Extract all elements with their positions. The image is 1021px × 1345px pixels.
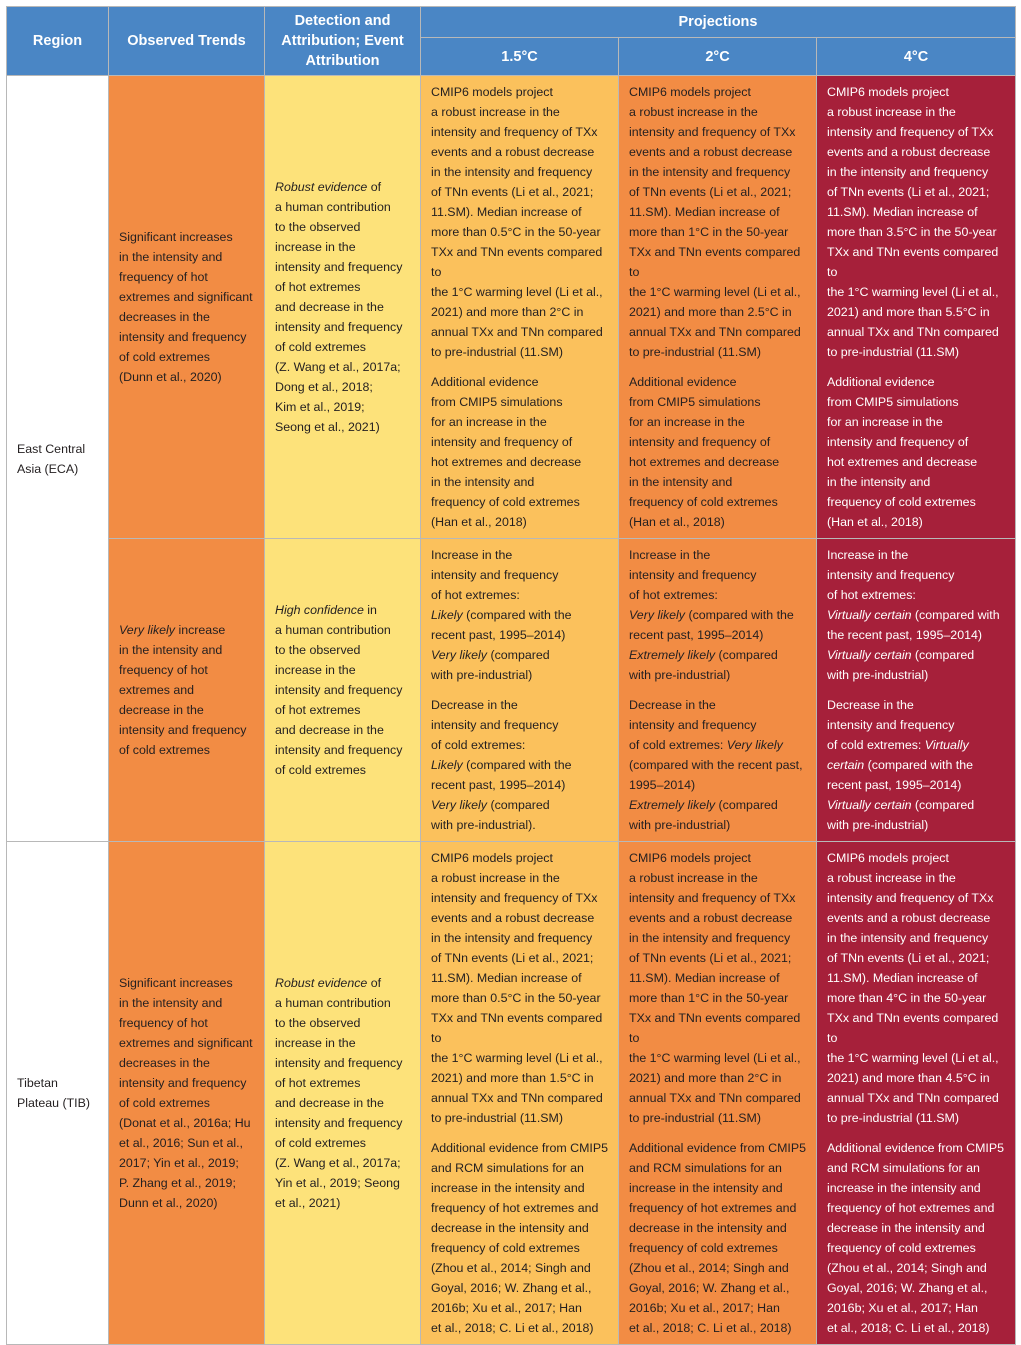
cell-paragraph — [827, 372, 1005, 532]
projection-1-5c-cell — [421, 842, 619, 1345]
header-observed-trends: Observed Trends — [109, 7, 265, 76]
cell-text: Additional evidence from CMIP5 and RCM simulations for an increase in the intensity and frequency of hot extremes and decrease in the intensity and frequency of cold extremes (Zhou et al., 2014; Singh and Goyal, 2016; W. Zhang et al., 2016b; Xu et al., 2017; Han et al., 2018; C. Li et al., 2018) — [629, 1141, 806, 1335]
region-cell: East Central Asia (ECA) — [7, 76, 109, 842]
cell-text: (compared with pre-industrial) — [827, 798, 975, 832]
cell-text: Increase in the intensity and frequency of hot extremes: — [629, 548, 757, 602]
cell-paragraph — [431, 82, 608, 362]
table-row — [7, 842, 1016, 1345]
header-2c: 2°C — [619, 38, 817, 76]
observed-cell — [109, 842, 265, 1345]
confidence-term: High confidence — [275, 603, 364, 617]
confidence-term: Extremely likely — [629, 798, 716, 812]
cell-paragraph — [827, 848, 1005, 1128]
detection-cell — [265, 842, 421, 1345]
cell-paragraph — [431, 545, 608, 685]
projection-4c-cell — [817, 76, 1016, 539]
cell-text: Increase in the intensity and frequency of hot extremes: — [827, 548, 955, 602]
cell-text: (compared with the recent past, 1995–2014) — [431, 608, 572, 642]
cell-text: increase in the intensity and frequency of hot extremes and decrease in the intensity and frequency of cold extremes — [119, 623, 247, 757]
cell-paragraph — [629, 82, 806, 362]
projection-4c-cell — [817, 842, 1016, 1345]
cell-paragraph — [431, 1138, 608, 1338]
cell-text: Significant increases in the intensity and frequency of hot extremes and significant decreases in the intensity and frequency of cold extremes (Dunn et al., 2020) — [119, 230, 253, 384]
cell-text: Significant increases in the intensity and frequency of hot extremes and significant decreases in the intensity and frequency of cold extremes (Donat et al., 2016a; Hu et al., 2016; Sun et al., 2017; Yin et al., 2019; P. Zhang et al., 2019; Dunn et al., 2020) — [119, 976, 253, 1210]
cell-text: Decrease in the intensity and frequency of cold extremes: — [629, 698, 757, 752]
confidence-term: Very likely — [726, 738, 783, 752]
confidence-term: Very likely — [431, 798, 487, 812]
table-row — [7, 539, 1016, 842]
cell-text: (compared with pre-industrial) — [629, 798, 778, 832]
confidence-term: Likely — [431, 758, 463, 772]
confidence-term: Virtually certain — [827, 648, 912, 662]
cell-paragraph — [827, 695, 1005, 835]
cell-paragraph — [629, 695, 806, 835]
confidence-term: Virtually certain — [827, 738, 969, 772]
observed-cell — [109, 76, 265, 539]
cell-text: (compared with pre-industrial) — [827, 648, 975, 682]
cell-text: (compared with the recent past, 1995–2014) — [431, 758, 572, 792]
cell-text: Additional evidence from CMIP5 simulations for an increase in the intensity and frequency of hot extremes and decrease in the intensity and frequency of cold extremes (Han et al., 2018) — [629, 375, 780, 529]
projection-1-5c-cell — [421, 539, 619, 842]
cell-paragraph — [431, 372, 608, 532]
detection-cell — [265, 539, 421, 842]
confidence-term: Extremely likely — [629, 648, 716, 662]
projections-table — [6, 6, 1016, 1345]
cell-text: (compared with pre-industrial) — [431, 648, 550, 682]
cell-paragraph — [827, 545, 1005, 685]
cell-text: Decrease in the intensity and frequency of cold extremes: — [827, 698, 955, 752]
cell-paragraph — [629, 372, 806, 532]
cell-text: (compared with the recent past, 1995–2014) — [827, 758, 974, 792]
cell-paragraph — [431, 695, 608, 835]
cell-text: Additional evidence from CMIP5 simulations for an increase in the intensity and frequency of hot extremes and decrease in the intensity and frequency of cold extremes (Han et al., 2018) — [431, 375, 582, 529]
cell-text: Additional evidence from CMIP5 and RCM simulations for an increase in the intensity and frequency of hot extremes and decrease in the intensity and frequency of cold extremes (Zhou et al., 2014; Singh and Goyal, 2016; W. Zhang et al., 2016b; Xu et al., 2017; Han et al., 2018; C. Li et al., 2018) — [431, 1141, 608, 1335]
observed-cell — [109, 539, 265, 842]
cell-paragraph — [275, 973, 410, 1213]
cell-text: of a human contribution to the observed increase in the intensity and frequency of hot extremes and decrease in the intensity and frequency of cold extremes (Z. Wang et al., 2017a; Yin et al., 2019; Seong et al., 2021) — [275, 976, 403, 1210]
cell-text: CMIP6 models project a robust increase in the intensity and frequency of TXx events and a robust decrease in the intensity and frequency of TNn events (Li et al., 2021; 11.SM). Median increase of more than 1°C in the 50-year TXx and TNn events compared to the 1°C warming level (Li et al., 2021) and more than 2°C in annual TXx and TNn compared to pre-industrial (11.SM) — [629, 851, 801, 1125]
header-region: Region — [7, 7, 109, 76]
cell-paragraph — [827, 82, 1005, 362]
cell-paragraph — [629, 545, 806, 685]
confidence-term: Very likely — [431, 648, 487, 662]
projection-2c-cell — [619, 842, 817, 1345]
detection-cell — [265, 76, 421, 539]
cell-paragraph — [119, 973, 254, 1213]
cell-text: in a human contribution to the observed increase in the intensity and frequency of hot extremes and decrease in the intensity and frequency of cold extremes — [275, 603, 403, 777]
cell-text: of a human contribution to the observed increase in the intensity and frequency of hot extremes and decrease in the intensity and frequency of cold extremes (Z. Wang et al., 2017a; Dong et al., 2018; Kim et al., 2019; Seong et al., 2021) — [275, 180, 403, 434]
cell-paragraph — [275, 177, 410, 437]
projection-2c-cell — [619, 76, 817, 539]
cell-text: CMIP6 models project a robust increase in the intensity and frequency of TXx events and a robust decrease in the intensity and frequency of TNn events (Li et al., 2021; 11.SM). Median increase of more than 0.5°C in the 50-year TXx and TNn events compared to the 1°C warming level (Li et al., 2021) and more than 1.5°C in annual TXx and TNn compared to pre-industrial (11.SM) — [431, 851, 603, 1125]
header-detection-attribution: Detection and Attribution; Event Attribution — [265, 7, 421, 76]
projection-4c-cell — [817, 539, 1016, 842]
cell-text: (compared with the recent past, 1995–2014) — [629, 608, 794, 642]
cell-paragraph — [431, 848, 608, 1128]
cell-text: (compared with the recent past, 1995–2014) — [827, 608, 1000, 642]
cell-paragraph — [275, 600, 410, 780]
cell-text: CMIP6 models project a robust increase in the intensity and frequency of TXx events and a robust decrease in the intensity and frequency of TNn events (Li et al., 2021; 11.SM). Median increase of more than 1°C in the 50-year TXx and TNn events compared to the 1°C warming level (Li et al., 2021) and more than 2.5°C in annual TXx and TNn compared to pre-industrial (11.SM) — [629, 85, 801, 359]
cell-text: Additional evidence from CMIP5 simulations for an increase in the intensity and frequency of hot extremes and decrease in the intensity and frequency of cold extremes (Han et al., 2018) — [827, 375, 978, 529]
cell-paragraph — [827, 1138, 1005, 1338]
region-cell: Tibetan Plateau (TIB) — [7, 842, 109, 1345]
confidence-term: Likely — [431, 608, 463, 622]
cell-text: CMIP6 models project a robust increase in the intensity and frequency of TXx events and a robust decrease in the intensity and frequency of TNn events (Li et al., 2021; 11.SM). Median increase of more than 0.5°C in the 50-year TXx and TNn events compared to the 1°C warming level (Li et al., 2021) and more than 2°C in annual TXx and TNn compared to pre-industrial (11.SM) — [431, 85, 603, 359]
confidence-term: Virtually certain — [827, 608, 912, 622]
cell-text: Increase in the intensity and frequency of hot extremes: — [431, 548, 559, 602]
confidence-term: Very likely — [629, 608, 685, 622]
header-1-5c: 1.5°C — [421, 38, 619, 76]
confidence-term: Virtually certain — [827, 798, 912, 812]
table-row — [7, 76, 1016, 539]
cell-text: Decrease in the intensity and frequency of cold extremes: — [431, 698, 559, 752]
confidence-term: Robust evidence — [275, 180, 368, 194]
cell-paragraph — [119, 620, 254, 760]
cell-text: (compared with pre-industrial) — [629, 648, 778, 682]
projection-2c-cell — [619, 539, 817, 842]
cell-text: CMIP6 models project a robust increase in the intensity and frequency of TXx events and a robust decrease in the intensity and frequency of TNn events (Li et al., 2021; 11.SM). Median increase of more than 4°C in the 50-year TXx and TNn events compared to the 1°C warming level (Li et al., 2021) and more than 4.5°C in annual TXx and TNn compared to pre-industrial (11.SM) — [827, 851, 999, 1125]
confidence-term: Very likely — [119, 623, 175, 637]
cell-paragraph — [629, 848, 806, 1128]
header-projections: Projections — [421, 7, 1016, 38]
cell-text: CMIP6 models project a robust increase in the intensity and frequency of TXx events and a robust decrease in the intensity and frequency of TNn events (Li et al., 2021; 11.SM). Median increase of more than 3.5°C in the 50-year TXx and TNn events compared to the 1°C warming level (Li et al., 2021) and more than 5.5°C in annual TXx and TNn compared to pre-industrial (11.SM) — [827, 85, 999, 359]
cell-paragraph — [119, 227, 254, 387]
cell-text: (compared with the recent past, 1995–2014) — [629, 758, 803, 792]
projection-1-5c-cell — [421, 76, 619, 539]
cell-text: (compared with pre-industrial). — [431, 798, 550, 832]
cell-text: Additional evidence from CMIP5 and RCM simulations for an increase in the intensity and frequency of hot extremes and decrease in the intensity and frequency of cold extremes (Zhou et al., 2014; Singh and Goyal, 2016; W. Zhang et al., 2016b; Xu et al., 2017; Han et al., 2018; C. Li et al., 2018) — [827, 1141, 1004, 1335]
confidence-term: Robust evidence — [275, 976, 368, 990]
cell-paragraph — [629, 1138, 806, 1338]
header-4c: 4°C — [817, 38, 1016, 76]
